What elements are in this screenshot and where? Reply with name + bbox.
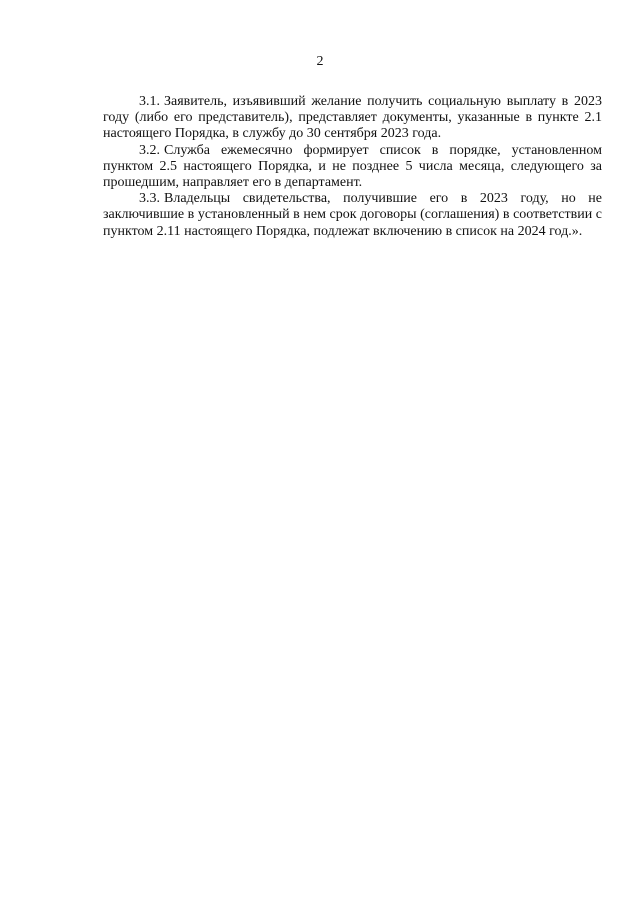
paragraph-text: Владельцы свидетельства, получившие его в 2023 году, но не заключившие в установленный в нем срок договоры (соглашения) в соответствии с пунктом 2.11 настоящего Порядка, подлежат включению в список на 2024 год.». bbox=[103, 191, 602, 239]
paragraph-3-2 bbox=[103, 143, 602, 192]
document-body bbox=[103, 94, 602, 240]
paragraph-number: 3.1. bbox=[139, 94, 160, 109]
paragraph-number: 3.3. bbox=[139, 191, 160, 207]
paragraph-number: 3.2. bbox=[139, 142, 160, 158]
paragraph-text: Служба ежемесячно формирует список в порядке, установленном пунктом 2.5 настоящего Порядка, и не позднее 5 числа месяца, следующего за прошедшим, направляет его в департамент. bbox=[103, 142, 602, 191]
paragraph-3-3 bbox=[103, 191, 602, 240]
paragraph-text: Заявитель, изъявивший желание получить социальную выплату в 2023 году (либо его представитель), представляет документы, указанные в пункте 2.1 настоящего Порядка, в службу до 30 сентября 2023 года. bbox=[103, 94, 602, 142]
page-number: 2 bbox=[316, 54, 324, 69]
paragraph-3-1 bbox=[103, 94, 602, 143]
